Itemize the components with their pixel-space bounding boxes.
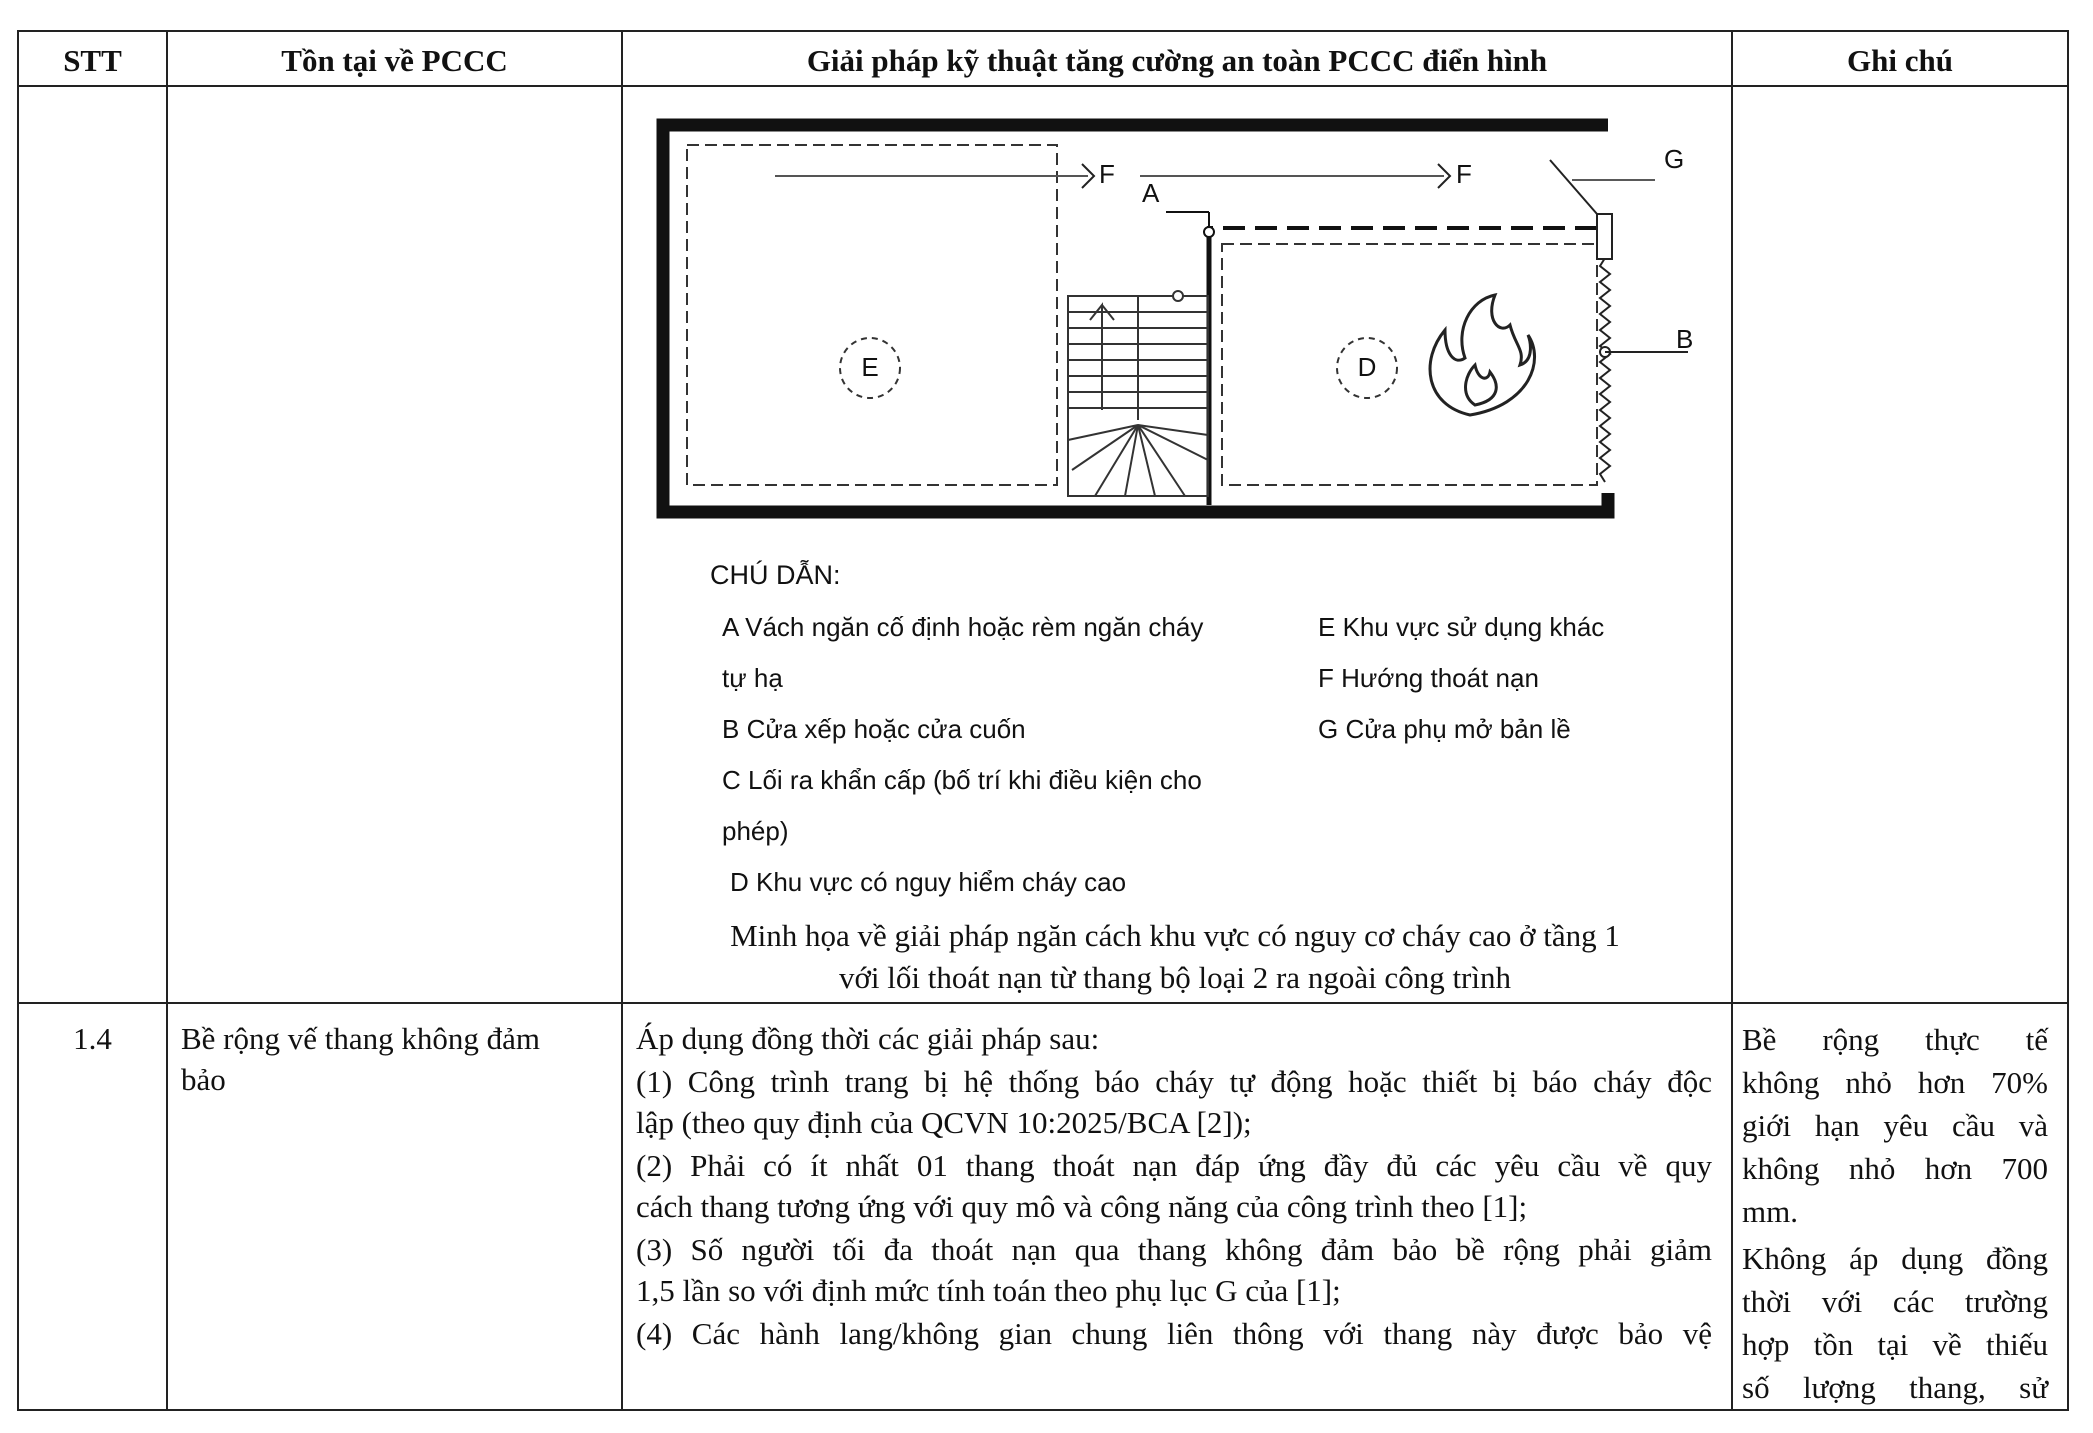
issue-line-1: Bề rộng vế thang không đảm (181, 1021, 541, 1056)
solution-item-1-line-2: lập (theo quy định của QCVN 10:2025/BCA [2]); (636, 1105, 1252, 1140)
solution-item-4-line-1: (4) Các hành lang/không gian chung liên thông với thang này được bảo vệ (636, 1316, 1712, 1351)
header-solution: Giải pháp kỹ thuật tăng cường an toàn PCCC điển hình (806, 43, 1548, 78)
note-p2-line-4: số lượng thang, sử (1742, 1370, 2048, 1405)
legend-g: G Cửa phụ mở bản lề (1318, 714, 1571, 744)
note-p1-line-1: Bề rộng thực tế (1742, 1022, 2048, 1057)
label-e: E (861, 351, 879, 382)
zone-e-outline (687, 145, 1057, 485)
figure-caption (621, 915, 1729, 999)
solution-item-3-line-1: (3) Số người tối đa thoát nạn qua thang không đảm bảo bề rộng phải giảm (636, 1232, 1712, 1267)
header-issue: Tồn tại về PCCC (281, 43, 508, 78)
legend-title: CHÚ DẪN: (710, 560, 841, 590)
note-p1-line-5: mm. (1742, 1194, 1798, 1229)
label-f2: F (1456, 158, 1472, 189)
caption-line-2: với lối thoát nạn từ thang bộ loại 2 ra ngoài công trình (838, 960, 1511, 995)
legend-e: E Khu vực sử dụng khác (1318, 612, 1605, 642)
hinged-door-g (1597, 214, 1612, 259)
label-f1: F (1099, 158, 1115, 189)
label-a: A (1142, 178, 1160, 208)
issue-line-2: bảo (181, 1062, 226, 1097)
solution-item-2-line-2: cách thang tương ứng với quy mô và công năng của công trình theo [1]; (636, 1189, 1528, 1224)
legend-f: F Hướng thoát nạn (1318, 663, 1539, 693)
legend-a-line2: tự hạ (722, 663, 783, 693)
row-note (1742, 1018, 2048, 1409)
stair (1068, 291, 1208, 496)
note-p2-line-3: hợp tồn tại về thiếu (1742, 1327, 2048, 1362)
note-p2-line-1: Không áp dụng đồng (1742, 1241, 2048, 1276)
solution-intro: Áp dụng đồng thời các giải pháp sau: (636, 1021, 1100, 1056)
header-stt: STT (63, 43, 122, 78)
note-p1-line-4: không nhỏ hơn 700 (1742, 1151, 2048, 1186)
zone-d-outline (1222, 244, 1597, 485)
label-b: B (1676, 324, 1694, 354)
note-p2-line-2: thời với các trường (1742, 1284, 2048, 1319)
partition-a (1209, 228, 1600, 310)
note-p1-line-3: giới hạn yêu cầu và (1742, 1108, 2048, 1143)
legend-d: D Khu vực có nguy hiểm cháy cao (730, 867, 1127, 897)
header-note: Ghi chú (1847, 43, 1953, 78)
fire-icon (1430, 295, 1535, 415)
label-g: G (1664, 144, 1685, 174)
legend-c-line2: phép) (722, 816, 789, 846)
solution-item-1-line-1: (1) Công trình trang bị hệ thống báo cháy tự động hoặc thiết bị báo cháy độc (636, 1064, 1712, 1099)
row-stt: 1.4 (73, 1021, 112, 1056)
legend-c-line1: C Lối ra khẩn cấp (bố trí khi điều kiện cho (722, 765, 1202, 795)
row-issue (181, 1018, 611, 1100)
caption-line-1: Minh họa về giải pháp ngăn cách khu vực có nguy cơ cháy cao ở tầng 1 (730, 918, 1620, 953)
note-p1-line-2: không nhỏ hơn 70% (1742, 1065, 2048, 1100)
solution-item-3-line-2: 1,5 lần so với định mức tính toán theo phụ lục G của [1]; (636, 1273, 1341, 1308)
label-d: D (1357, 351, 1377, 382)
roller-shutter-b (1600, 258, 1610, 482)
legend-a-line1: A Vách ngăn cố định hoặc rèm ngăn cháy (722, 612, 1204, 642)
solution-item-2-line-1: (2) Phải có ít nhất 01 thang thoát nạn đáp ứng đầy đủ các yêu cầu về quy (636, 1148, 1712, 1183)
legend-b: B Cửa xếp hoặc cửa cuốn (722, 714, 1026, 744)
row-solution (636, 1018, 1712, 1354)
